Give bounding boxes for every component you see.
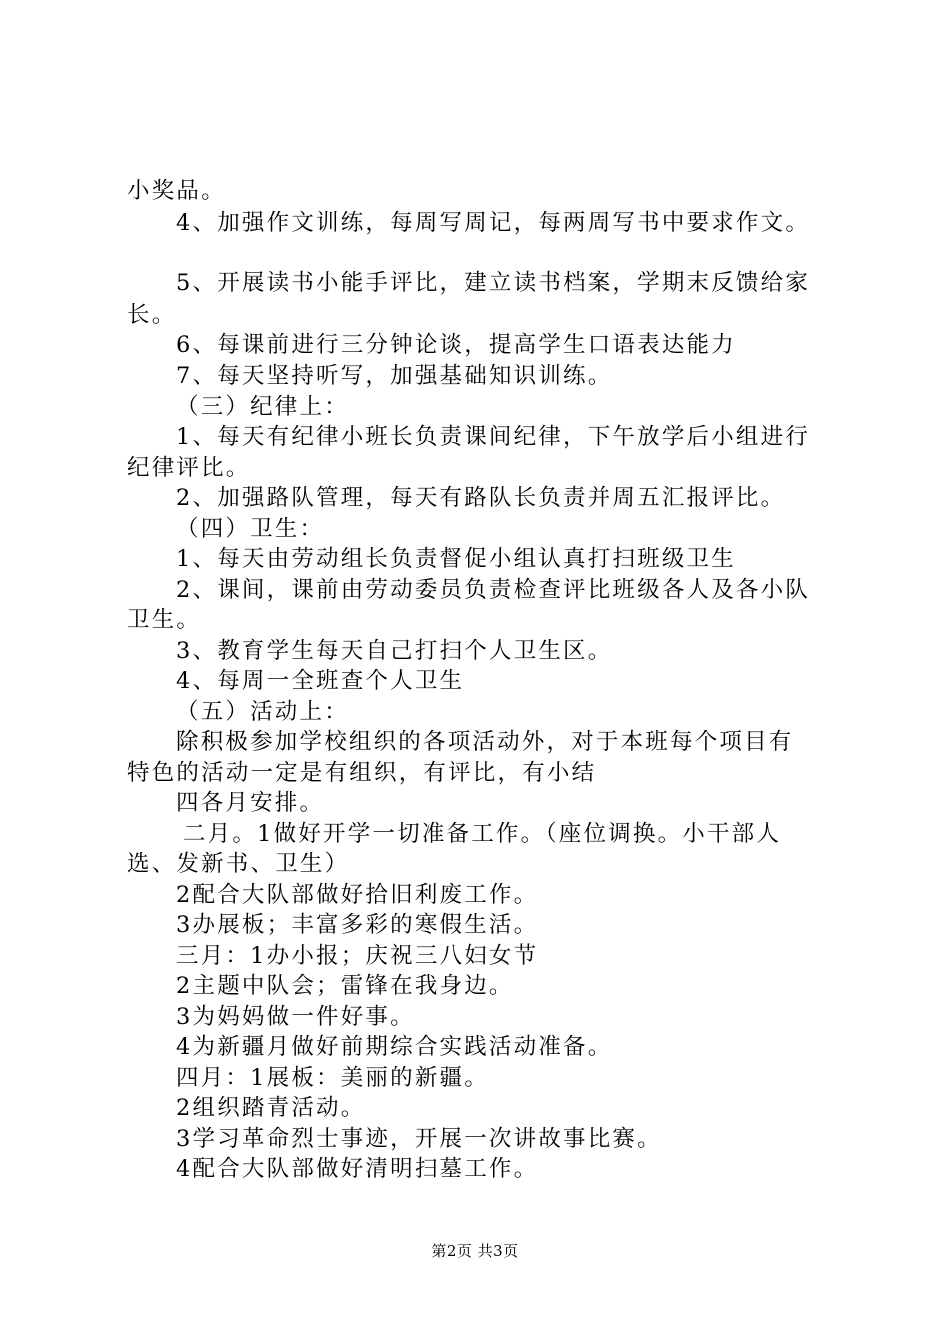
text-line: 二月。1做好开学一切准备工作。（座位调换。小干部人	[183, 821, 782, 847]
text-line: 小奖品。	[127, 178, 226, 204]
text-line: 3办展板；丰富多彩的寒假生活。	[176, 912, 539, 938]
text-line: 3、教育学生每天自己打扫个人卫生区。	[176, 638, 613, 664]
text-line: 1、每天有纪律小班长负责课间纪律，下午放学后小组进行	[176, 424, 811, 450]
text-line: 四月：1展板：美丽的新疆。	[176, 1065, 489, 1091]
text-line: 2主题中队会；雷锋在我身边。	[176, 973, 514, 999]
text-line: 除积极参加学校组织的各项活动外，对于本班每个项目有	[176, 729, 794, 755]
text-line: 3学习革命烈士事迹，开展一次讲故事比赛。	[176, 1126, 662, 1152]
section-heading: （三）纪律上：	[176, 394, 349, 420]
text-line: 6、每课前进行三分钟论谈，提高学生口语表达能力	[176, 332, 736, 358]
text-line: 特色的活动一定是有组织，有评比，有小结	[127, 760, 597, 786]
text-line: 选、发新书、卫生）	[127, 851, 350, 877]
text-line: 纪律评比。	[127, 455, 251, 481]
text-line: 4为新疆月做好前期综合实践活动准备。	[176, 1034, 613, 1060]
text-line: 4、每周一全班查个人卫生	[176, 668, 465, 694]
text-line: 7、每天坚持听写，加强基础知识训练。	[176, 363, 613, 389]
page-footer: 第2页 共3页	[431, 1242, 519, 1260]
text-line: 3为妈妈做一件好事。	[176, 1004, 415, 1030]
text-line: 长。	[127, 302, 177, 328]
text-line: 2配合大队部做好拾旧利废工作。	[176, 882, 539, 908]
text-line: 2组织踏青活动。	[176, 1095, 366, 1121]
text-line: 1、每天由劳动组长负责督促小组认真打扫班级卫生	[176, 546, 736, 572]
text-line: 卫生。	[127, 607, 202, 633]
section-heading: （五）活动上：	[176, 699, 349, 725]
text-line: 三月：1办小报；庆祝三八妇女节	[176, 943, 539, 969]
section-heading: （四）卫生：	[176, 516, 325, 542]
text-line: 4配合大队部做好清明扫墓工作。	[176, 1156, 539, 1182]
text-line: 5、开展读书小能手评比，建立读书档案，学期末反馈给家	[176, 270, 811, 296]
text-line: 2、课间，课前由劳动委员负责检查评比班级各人及各小队	[176, 577, 811, 603]
text-line: 4、加强作文训练，每周写周记，每两周写书中要求作文。	[176, 210, 811, 236]
text-line: 2、加强路队管理，每天有路队长负责并周五汇报评比。	[176, 485, 786, 511]
text-line: 四各月安排。	[176, 790, 325, 816]
